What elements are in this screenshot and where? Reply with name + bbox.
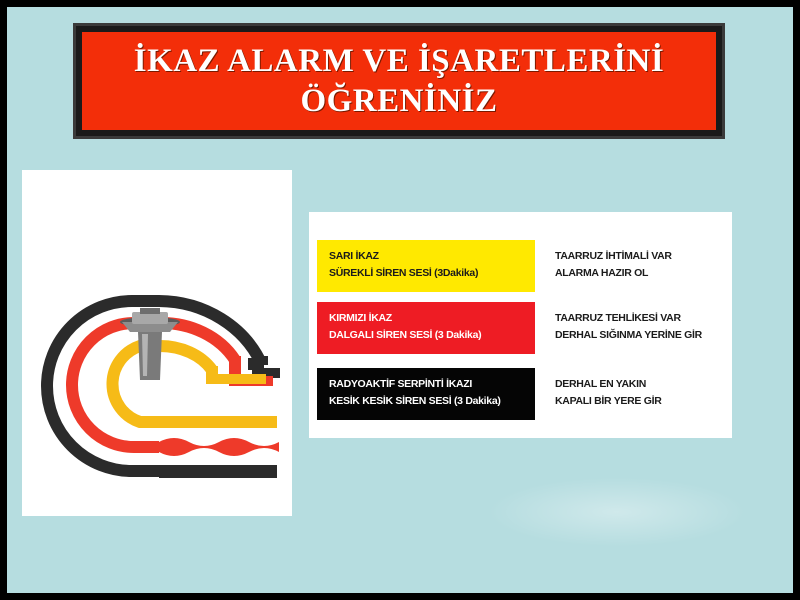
alarm-meaning (555, 376, 731, 410)
meaning-line-1: TAARRUZ İHTİMALİ VAR (555, 250, 672, 262)
meaning-line-2: ALARMA HAZIR OL (555, 267, 649, 279)
meaning-line-1: DERHAL EN YAKIN (555, 378, 646, 390)
meaning-line-1: TAARRUZ TEHLİKESİ VAR (555, 312, 681, 324)
yellow-arc (112, 346, 212, 422)
alarm-sound: DALGALI SİREN SESİ (3 Dakika) (329, 329, 482, 341)
red-alarm-swatch (317, 302, 535, 354)
title-line-1: İKAZ ALARM VE İŞARETLERİNİ (133, 43, 665, 79)
black-bar (159, 465, 277, 478)
alarm-name: SARI İKAZ (329, 250, 379, 262)
siren-pole (138, 332, 162, 380)
radioactive-alarm-swatch (317, 368, 535, 420)
alarm-table (309, 212, 732, 438)
red-wave-bar (159, 438, 279, 456)
alarm-row-yellow (317, 240, 729, 292)
meaning-line-2: KAPALI BİR YERE GİR (555, 395, 662, 407)
meaning-line-2: DERHAL SIĞINMA YERİNE GİR (555, 329, 702, 341)
alarm-name: RADYOAKTİF SERPİNTİ İKAZI (329, 378, 473, 390)
title-line-2: ÖĞRENİNİZ (300, 83, 498, 119)
alarm-name: KIRMIZI İKAZ (329, 312, 392, 324)
alarm-sound: SÜREKLİ SİREN SESİ (3Dakika) (329, 267, 479, 279)
logo-panel (22, 170, 292, 516)
slide (7, 7, 793, 593)
yellow-alarm-swatch (317, 240, 535, 292)
alarm-row-red (317, 302, 729, 354)
faint-watermark (487, 477, 747, 547)
title-banner (73, 23, 725, 139)
title-box (82, 32, 716, 130)
alarm-row-black (317, 368, 729, 420)
yellow-bar (159, 416, 277, 428)
siren-emblem-icon (22, 170, 292, 516)
alarm-meaning (555, 310, 731, 344)
alarm-sound: KESİK KESİK SİREN SESİ (3 Dakika) (329, 395, 501, 407)
alarm-meaning (555, 248, 731, 282)
